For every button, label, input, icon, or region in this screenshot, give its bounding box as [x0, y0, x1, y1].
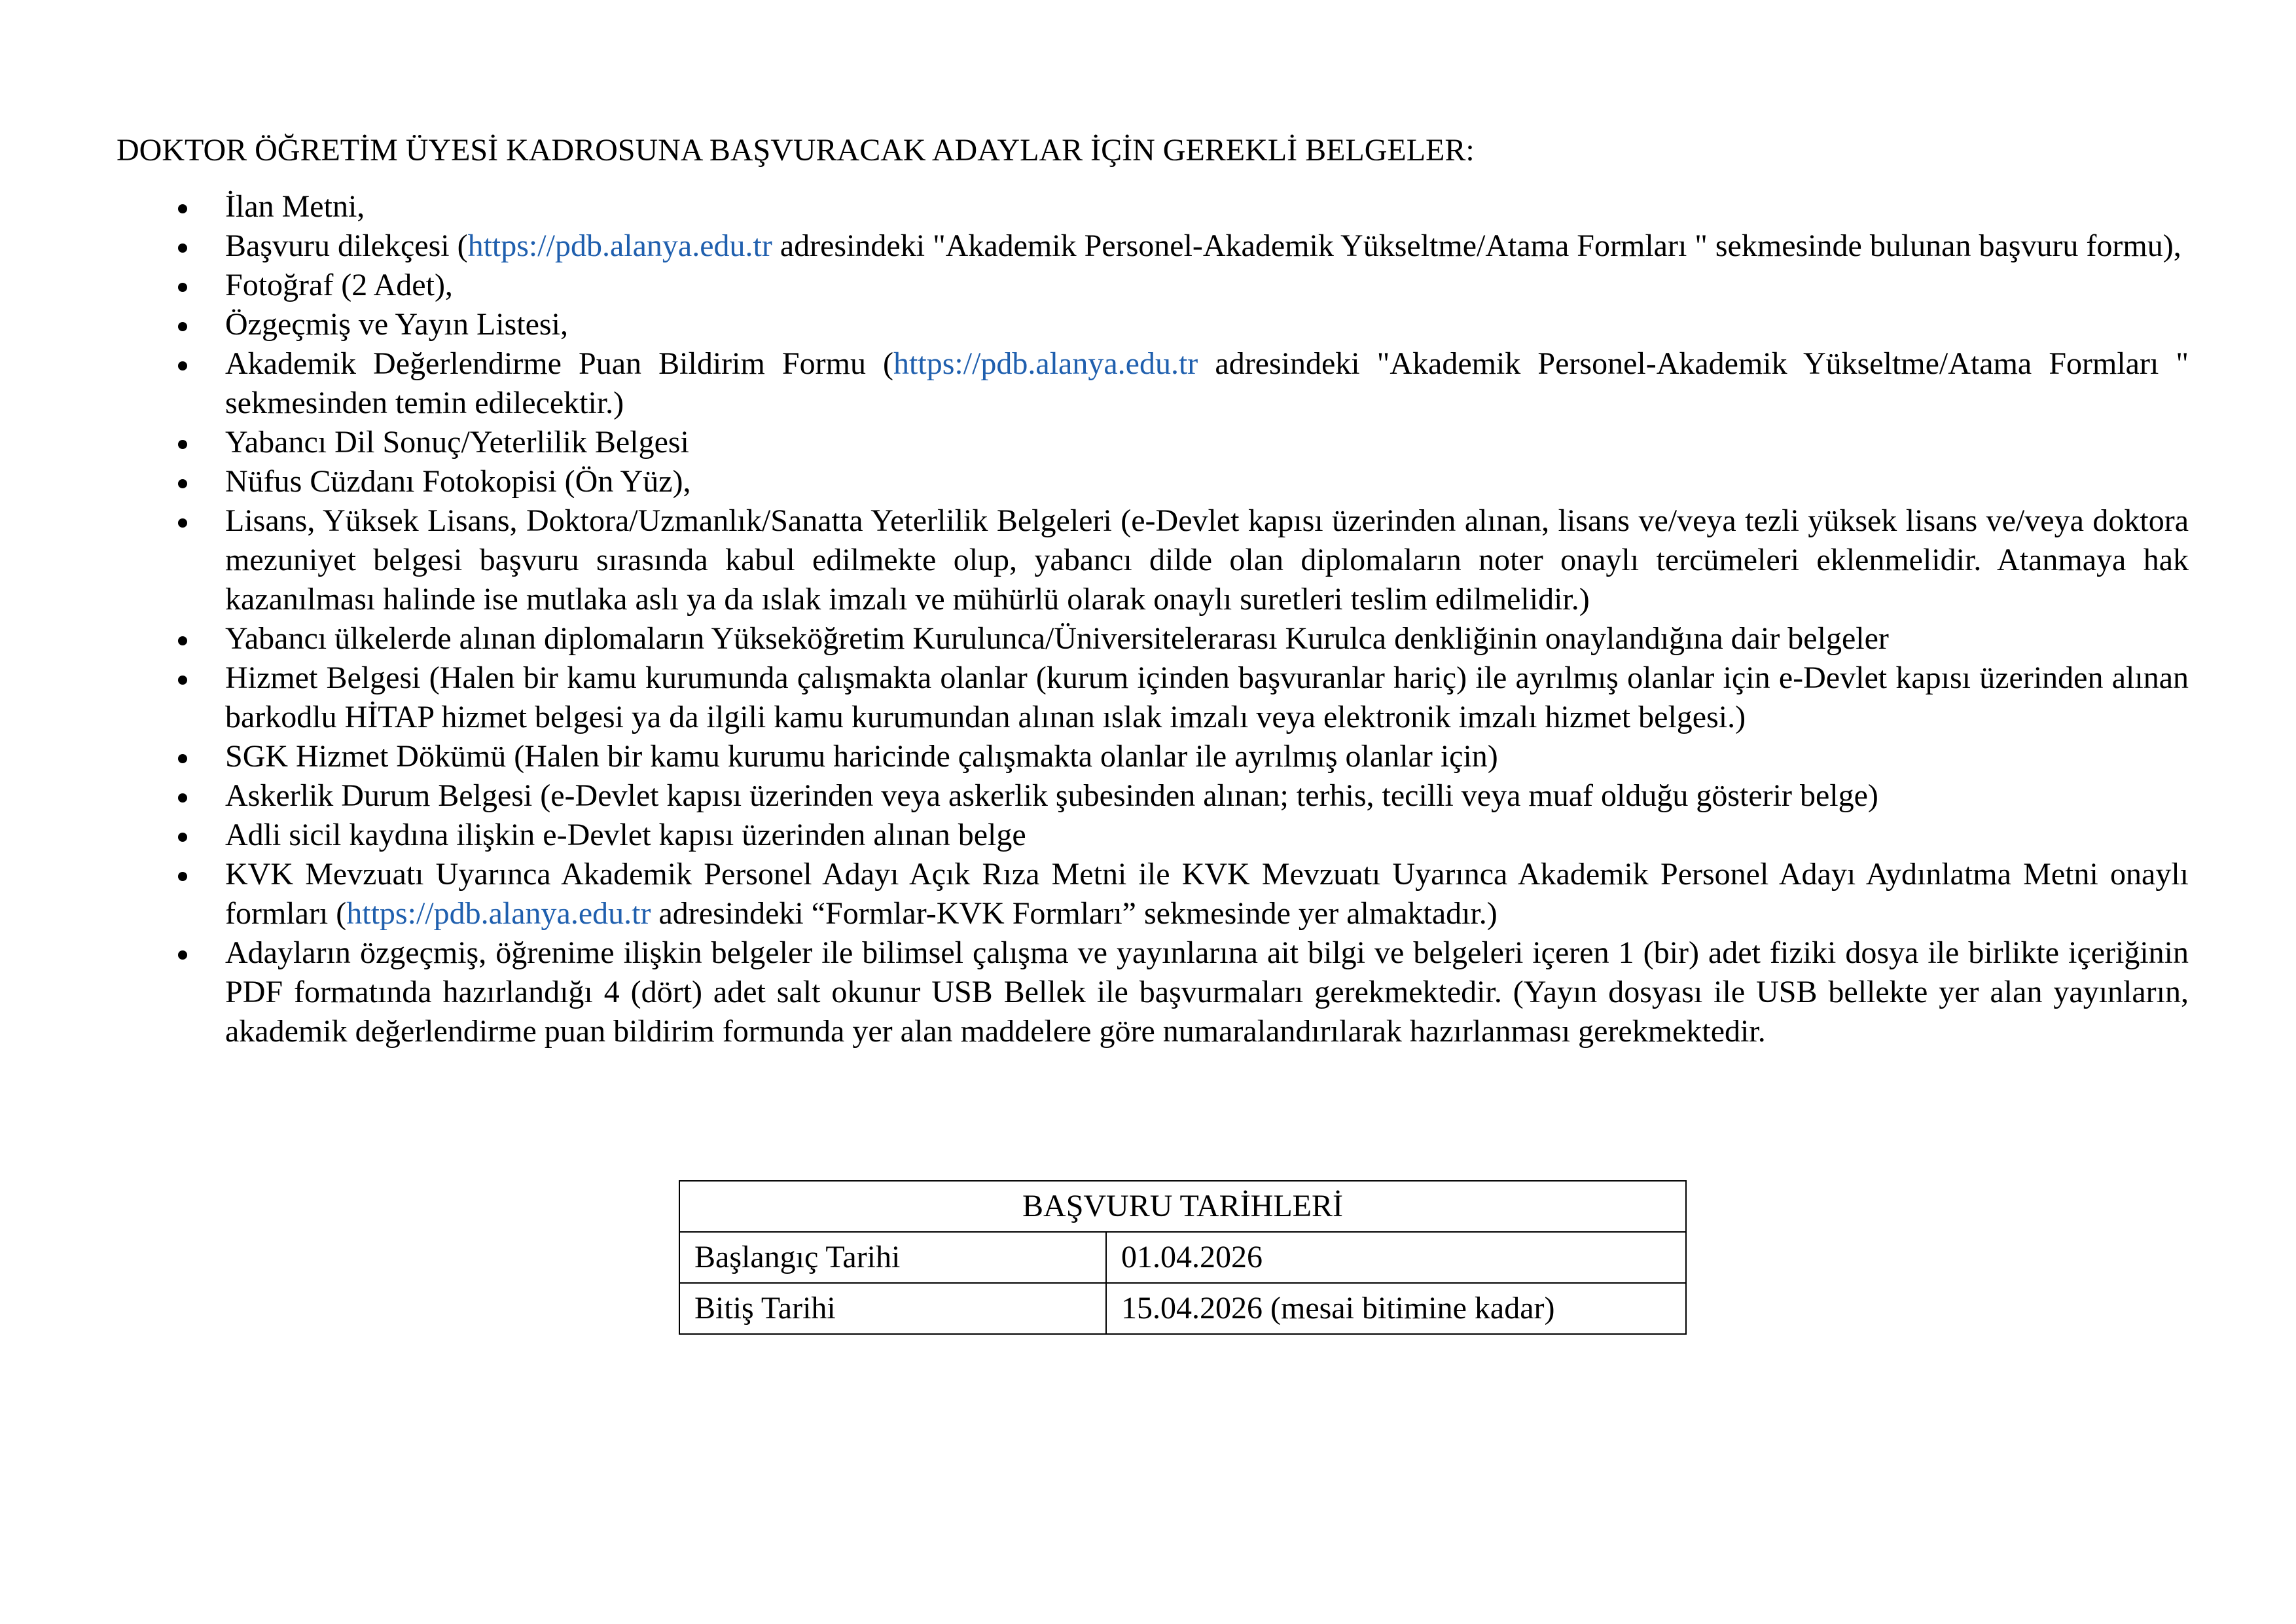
list-item-sgk-hizmet-dokumu: SGK Hizmet Dökümü (Halen bir kamu kurumu haricinde çalışmakta olanlar ile ayrılmış olanlar için) [117, 737, 2189, 776]
end-date-value: 15.04.2026 (mesai bitimine kadar) [1106, 1283, 1686, 1334]
list-item-ozgecmis: Özgeçmiş ve Yayın Listesi, [117, 305, 2189, 344]
item-text: KVK Mevzuatı Uyarınca Akademik Personel Adayı Açık Rıza Metni ile KVK Mevzuatı Uyarınca Akademik Personel Adayı Aydınlatma Metni onaylı formları ( [225, 857, 2189, 931]
table-row [679, 1283, 1686, 1334]
list-item-askerlik: Askerlik Durum Belgesi (e-Devlet kapısı üzerinden veya askerlik şubesinden alınan; terhis, tecilli veya muaf olduğu gösterir belge) [117, 776, 2189, 816]
dates-table-title: BAŞVURU TARİHLERİ [679, 1181, 1686, 1232]
pdb-link[interactable]: https://pdb.alanya.edu.tr [893, 346, 1198, 381]
start-date-label: Başlangıç Tarihi [679, 1232, 1106, 1283]
item-text: Akademik Değerlendirme Puan Bildirim Formu ( [225, 346, 894, 381]
start-date-value: 01.04.2026 [1106, 1232, 1686, 1283]
list-item-dosya-usb: Adayların özgeçmiş, öğrenime ilişkin belgeler ile bilimsel çalışma ve yayınlarına ait bilgi ve belgeleri içeren 1 (bir) adet fiziki dosya ile birlikte içeriğinin PDF formatında hazırlandığı 4 (dört) adet salt okunur USB Bellek ile başvurmaları gerekmektedir. (Yayın dosyası ile USB bellekte yer alan yayınların, akademik değerlendirme puan bildirim formunda yer alan maddelere göre numaralandırılarak hazırlanması gerekmektedir. [117, 933, 2189, 1051]
item-text: adresindeki "Akademik Personel-Akademik Yükseltme/Atama Formları " sekmesinden temin edilecektir.) [225, 346, 2189, 420]
item-text: adresindeki "Akademik Personel-Akademik Yükseltme/Atama Formları " sekmesinde bulunan başvuru formu), [772, 228, 2181, 263]
item-text: Başvuru dilekçesi ( [225, 228, 468, 263]
table-row [679, 1232, 1686, 1283]
table-row [679, 1181, 1686, 1232]
end-date-label: Bitiş Tarihi [679, 1283, 1106, 1334]
application-dates-table [679, 1180, 1687, 1335]
item-text: adresindeki “Formlar-KVK Formları” sekmesinde yer almaktadır.) [651, 896, 1498, 931]
list-item-hizmet-belgesi: Hizmet Belgesi (Halen bir kamu kurumunda çalışmakta olanlar (kurum içinden başvuranlar hariç) ile ayrılmış olanlar için e-Devlet kapısı üzerinden alınan barkodlu HİTAP hizmet belgesi ya da ilgili kamu kurumundan alınan ıslak imzalı veya elektronik imzalı hizmet belgesi.) [117, 659, 2189, 737]
list-item-yabanci-dil: Yabancı Dil Sonuç/Yeterlilik Belgesi [117, 423, 2189, 462]
pdb-link[interactable]: https://pdb.alanya.edu.tr [346, 896, 651, 931]
document-heading: DOKTOR ÖĞRETİM ÜYESİ KADROSUNA BAŞVURACAK ADAYLAR İÇİN GEREKLİ BELGELER: [117, 133, 1475, 168]
list-item-nufus-cuzdani: Nüfus Cüzdanı Fotokopisi (Ön Yüz), [117, 462, 2189, 501]
required-documents-list [117, 187, 2189, 1051]
pdb-link[interactable]: https://pdb.alanya.edu.tr [467, 228, 772, 263]
list-item-puan-bildirim-formu [117, 344, 2189, 423]
list-item-adli-sicil: Adli sicil kaydına ilişkin e-Devlet kapısı üzerinden alınan belge [117, 816, 2189, 855]
list-item-fotograf: Fotoğraf (2 Adet), [117, 266, 2189, 305]
list-item-basvuru-dilekcesi [117, 226, 2189, 266]
list-item-diplomalar: Lisans, Yüksek Lisans, Doktora/Uzmanlık/Sanatta Yeterlilik Belgeleri (e-Devlet kapısı üzerinden alınan, lisans ve/veya tezli yüksek lisans ve/veya doktora mezuniyet belgesi başvuru sırasında kabul edilmekte olup, yabancı dilde olan diplomaların noter onaylı tercümeleri eklenmelidir. Atanmaya hak kazanılması halinde ise mutlaka aslı ya da ıslak imzalı ve mühürlü olarak onaylı suretleri teslim edilmelidir.) [117, 501, 2189, 619]
list-item-kvk-formlari [117, 855, 2189, 933]
list-item-ilan-metni: İlan Metni, [117, 187, 2189, 226]
list-item-denklik: Yabancı ülkelerde alınan diplomaların Yükseköğretim Kurulunca/Üniversitelerarası Kurulca denkliğinin onaylandığına dair belgeler [117, 619, 2189, 659]
